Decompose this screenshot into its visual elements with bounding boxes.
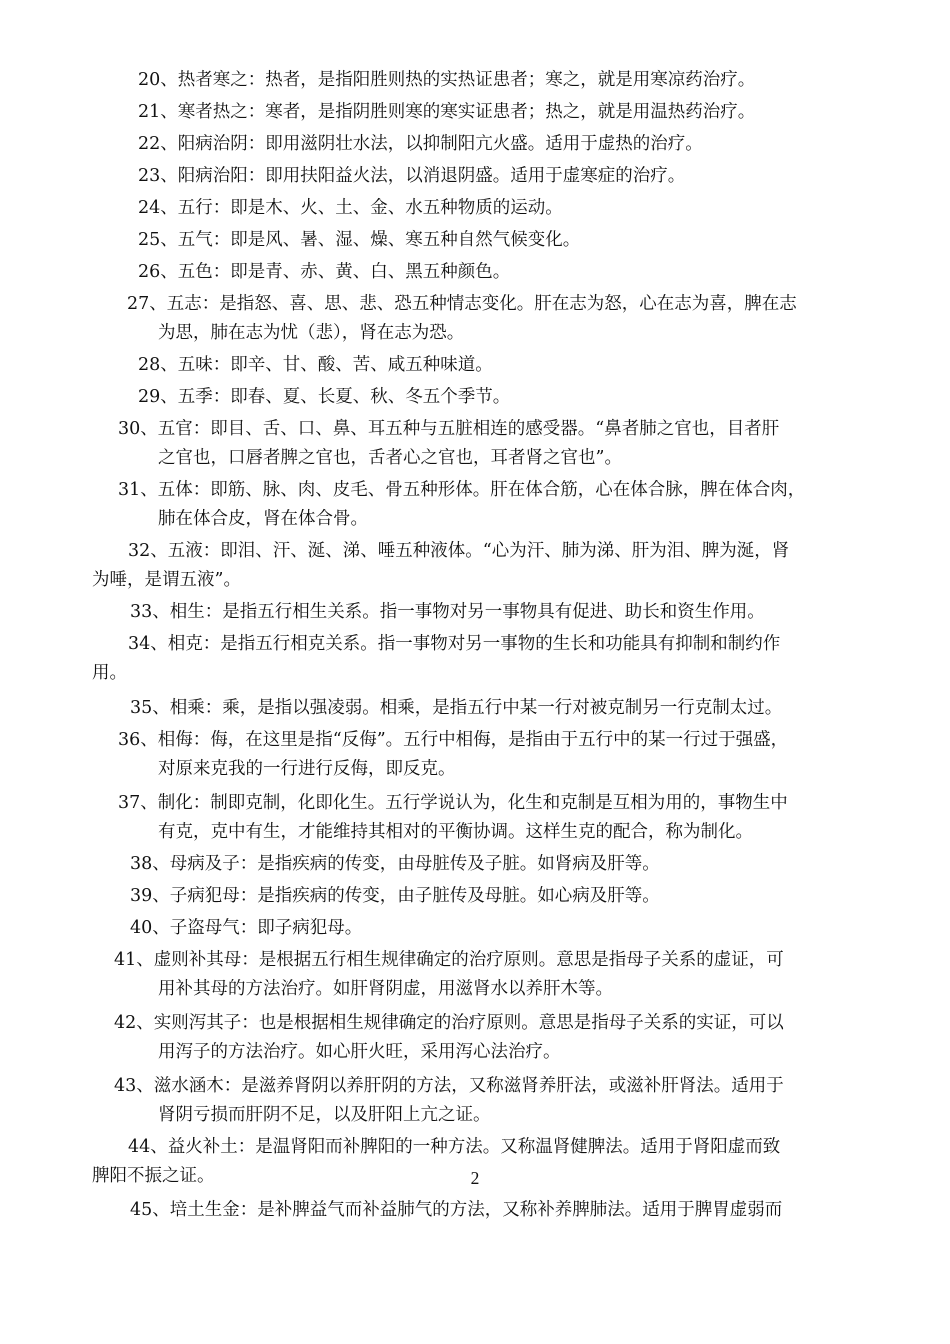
entry-45 [0,1196,950,1225]
entry-line: 为唾，是谓五液”。 [92,570,241,590]
entry-43 [0,1072,950,1130]
entry-line: 29、五季：即春、夏、长夏、秋、冬五个季节。 [138,387,511,407]
entry-line: 45、培土生金：是补脾益气而补益肺气的方法，又称补养脾肺法。适用于脾胃虚弱而 [130,1200,783,1220]
entry-21 [0,98,950,127]
entry-37 [0,789,950,847]
entry-line: 22、阳病治阴：即用滋阴壮水法，以抑制阳亢火盛。适用于虚热的治疗。 [138,134,703,154]
entry-line: 用。 [92,663,127,683]
entry-25 [0,226,950,255]
entry-line: 36、相侮：侮，在这里是指“反侮”。五行中相侮，是指由于五行中的某一行过于强盛， [118,730,789,750]
entry-31 [0,476,950,534]
entry-line: 44、益火补土：是温肾阳而补脾阳的一种方法。又称温肾健脾法。适用于肾阳虚而致 [128,1137,781,1157]
entry-line: 43、滋水涵木：是滋养肾阴以养肝阴的方法，又称滋肾养肝法，或滋补肝肾法。适用于 [114,1076,784,1096]
entry-line: 之官也，口唇者脾之官也，舌者心之官也，耳者肾之官也”。 [158,448,622,468]
entry-38 [0,850,950,879]
entry-line: 38、母病及子：是指疾病的传变，由母脏传及子脏。如肾病及肝等。 [130,854,660,874]
entry-40 [0,914,950,943]
entry-39 [0,882,950,911]
entry-29 [0,383,950,412]
entry-line: 肾阴亏损而肝阴不足，以及肝阳上亢之证。 [158,1105,491,1125]
entry-line: 脾阳不振之证。 [92,1166,215,1186]
entry-line: 40、子盗母气：即子病犯母。 [130,918,363,938]
entry-line: 31、五体：即筋、脉、肉、皮毛、骨五种形体。肝在体合筋，心在体合脉，脾在体合肉， [118,480,806,500]
entry-list [0,66,950,1225]
entry-line: 25、五气：即是风、暑、湿、燥、寒五种自然气候变化。 [138,230,581,250]
entry-24 [0,194,950,223]
entry-line: 28、五味：即辛、甘、酸、苦、咸五种味道。 [138,355,493,375]
entry-line: 对原来克我的一行进行反侮，即反克。 [158,759,456,779]
entry-line: 用泻子的方法治疗。如心肝火旺，采用泻心法治疗。 [158,1042,561,1062]
entry-26 [0,258,950,287]
entry-34 [0,630,950,688]
entry-23 [0,162,950,191]
entry-line: 32、五液：即泪、汗、涎、涕、唾五种液体。“心为汗、肺为涕、肝为泪、脾为涎，肾 [128,541,790,561]
entry-line: 26、五色：即是青、赤、黄、白、黑五种颜色。 [138,262,511,282]
entry-32 [0,537,950,595]
page-number: 2 [470,1168,480,1188]
entry-line: 为思，肺在志为忧（悲），肾在志为恐。 [158,323,465,343]
entry-27 [0,290,950,348]
entry-20 [0,66,950,95]
entry-line: 33、相生：是指五行相生关系。指一事物对另一事物具有促进、助长和资生作用。 [130,602,765,622]
entry-35 [0,694,950,723]
entry-28 [0,351,950,380]
entry-line: 27、五志：是指怒、喜、思、悲、恐五种情志变化。肝在志为怒，心在志为喜，脾在志 [127,294,797,314]
entry-line: 肺在体合皮，肾在体合骨。 [158,509,368,529]
entry-line: 用补其母的方法治疗。如肝肾阴虚，用滋肾水以养肝木等。 [158,979,613,999]
entry-line: 23、阳病治阳：即用扶阳益火法，以消退阴盛。适用于虚寒症的治疗。 [138,166,686,186]
entry-line: 有克，克中有生，才能维持其相对的平衡协调。这样生克的配合，称为制化。 [158,822,753,842]
entry-41 [0,946,950,1004]
entry-line: 42、实则泻其子：也是根据相生规律确定的治疗原则。意思是指母子关系的实证，可以 [114,1013,784,1033]
entry-42 [0,1009,950,1067]
entry-line: 20、热者寒之：热者，是指阳胜则热的实热证患者；寒之，就是用寒凉药治疗。 [138,70,756,90]
entry-line: 24、五行：即是木、火、土、金、水五种物质的运动。 [138,198,563,218]
entry-line: 37、制化：制即克制，化即化生。五行学说认为，化生和克制是互相为用的，事物生中 [118,793,788,813]
entry-36 [0,726,950,784]
entry-line: 39、子病犯母：是指疾病的传变，由子脏传及母脏。如心病及肝等。 [130,886,660,906]
entry-line: 21、寒者热之：寒者，是指阴胜则寒的寒实证患者；热之，就是用温热药治疗。 [138,102,756,122]
entry-line: 35、相乘：乘，是指以强凌弱。相乘，是指五行中某一行对被克制另一行克制太过。 [130,698,783,718]
entry-line: 30、五官：即目、舌、口、鼻、耳五种与五脏相连的感受器。“鼻者肺之官也，目者肝 [118,419,780,439]
entry-30 [0,415,950,473]
entry-line: 34、相克：是指五行相克关系。指一事物对另一事物的生长和功能具有抑制和制约作 [128,634,781,654]
entry-33 [0,598,950,627]
entry-line: 41、虚则补其母：是根据五行相生规律确定的治疗原则。意思是指母子关系的虚证，可 [114,950,784,970]
entry-22 [0,130,950,159]
